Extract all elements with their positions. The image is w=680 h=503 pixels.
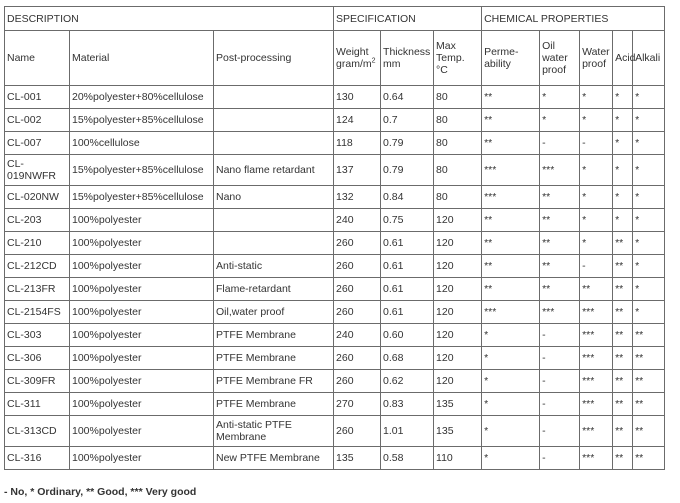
cell-acid: ** [613,255,633,278]
cell-permeability: *** [482,301,540,324]
col-header-post-processing: Post-processing [214,31,334,86]
cell-oil-water-proof: - [540,347,580,370]
cell-permeability: * [482,324,540,347]
cell-alkali: ** [633,416,665,447]
cell-acid: ** [613,301,633,324]
cell-post-processing: PTFE Membrane FR [214,370,334,393]
cell-thickness: 0.61 [381,301,434,324]
cell-oil-water-proof: - [540,393,580,416]
cell-water-proof: *** [580,393,613,416]
cell-post-processing [214,232,334,255]
cell-oil-water-proof: - [540,416,580,447]
cell-name: CL-002 [5,109,70,132]
cell-material: 100%polyester [70,209,214,232]
group-header-specification: SPECIFICATION [334,7,482,31]
cell-alkali: * [633,209,665,232]
cell-name: CL-303 [5,324,70,347]
table-row [5,347,665,370]
cell-weight: 260 [334,370,381,393]
cell-alkali: * [633,232,665,255]
cell-permeability: *** [482,186,540,209]
cell-oil-water-proof: ** [540,255,580,278]
cell-max-temp: 80 [434,132,482,155]
table-row [5,255,665,278]
cell-alkali: * [633,109,665,132]
cell-permeability: ** [482,132,540,155]
cell-acid: ** [613,370,633,393]
cell-water-proof: * [580,232,613,255]
cell-alkali: ** [633,393,665,416]
cell-max-temp: 80 [434,86,482,109]
cell-material: 100%polyester [70,324,214,347]
cell-acid: * [613,86,633,109]
cell-name: CL-203 [5,209,70,232]
spec-table-wrapper [4,6,664,470]
cell-name: CL-316 [5,447,70,470]
table-row [5,132,665,155]
cell-max-temp: 135 [434,393,482,416]
cell-post-processing: Oil,water proof [214,301,334,324]
cell-acid: ** [613,232,633,255]
cell-acid: ** [613,416,633,447]
cell-name: CL-313CD [5,416,70,447]
cell-max-temp: 120 [434,301,482,324]
cell-post-processing: PTFE Membrane [214,347,334,370]
table-row [5,209,665,232]
cell-thickness: 0.61 [381,255,434,278]
cell-water-proof: *** [580,447,613,470]
cell-post-processing [214,209,334,232]
product-spec-table [4,6,665,470]
cell-material: 100%polyester [70,347,214,370]
col-header-water-proof: Water proof [580,31,613,86]
cell-name: CL-019NWFR [5,155,70,186]
cell-permeability: ** [482,232,540,255]
cell-alkali: * [633,132,665,155]
cell-thickness: 0.79 [381,155,434,186]
cell-permeability: ** [482,278,540,301]
cell-thickness: 0.58 [381,447,434,470]
cell-oil-water-proof: *** [540,301,580,324]
cell-weight: 132 [334,186,381,209]
table-row [5,393,665,416]
cell-permeability: * [482,393,540,416]
cell-oil-water-proof: - [540,132,580,155]
cell-alkali: ** [633,370,665,393]
col-header-thickness: Thickness mm [381,31,434,86]
cell-max-temp: 120 [434,278,482,301]
cell-oil-water-proof: - [540,324,580,347]
cell-weight: 260 [334,255,381,278]
cell-water-proof: - [580,132,613,155]
cell-name: CL-001 [5,86,70,109]
cell-thickness: 0.62 [381,370,434,393]
col-header-weight-label: Weight gram/m [336,46,372,70]
cell-max-temp: 120 [434,255,482,278]
cell-water-proof: * [580,209,613,232]
cell-name: CL-306 [5,347,70,370]
cell-thickness: 0.7 [381,109,434,132]
cell-permeability: * [482,447,540,470]
col-header-permeability: Perme- ability [482,31,540,86]
cell-acid: ** [613,278,633,301]
cell-alkali: ** [633,447,665,470]
cell-oil-water-proof: - [540,370,580,393]
cell-post-processing: PTFE Membrane [214,324,334,347]
cell-water-proof: * [580,86,613,109]
cell-thickness: 0.84 [381,186,434,209]
cell-weight: 135 [334,447,381,470]
cell-alkali: * [633,86,665,109]
cell-permeability: ** [482,86,540,109]
table-row [5,155,665,186]
cell-alkali: * [633,186,665,209]
column-header-row [5,31,665,86]
cell-water-proof: * [580,186,613,209]
col-header-alkali: Alkali [633,31,665,86]
cell-name: CL-213FR [5,278,70,301]
cell-material: 100%polyester [70,447,214,470]
cell-max-temp: 110 [434,447,482,470]
cell-material: 100%polyester [70,370,214,393]
cell-acid: * [613,132,633,155]
cell-weight: 270 [334,393,381,416]
cell-thickness: 0.64 [381,86,434,109]
cell-name: CL-2154FS [5,301,70,324]
cell-post-processing [214,86,334,109]
cell-permeability: * [482,347,540,370]
table-row [5,186,665,209]
rating-legend: - No, * Ordinary, ** Good, *** Very good [4,486,197,498]
cell-permeability: ** [482,109,540,132]
cell-oil-water-proof: * [540,109,580,132]
group-header-chemical: CHEMICAL PROPERTIES [482,7,665,31]
cell-acid: * [613,109,633,132]
cell-weight: 240 [334,209,381,232]
cell-material: 100%polyester [70,255,214,278]
cell-water-proof: * [580,155,613,186]
cell-weight: 118 [334,132,381,155]
cell-material: 100%polyester [70,278,214,301]
cell-weight: 124 [334,109,381,132]
cell-max-temp: 80 [434,155,482,186]
cell-material: 15%polyester+85%cellulose [70,109,214,132]
cell-max-temp: 120 [434,370,482,393]
cell-acid: ** [613,324,633,347]
cell-post-processing [214,132,334,155]
cell-oil-water-proof: ** [540,278,580,301]
cell-oil-water-proof: ** [540,232,580,255]
cell-weight: 260 [334,232,381,255]
cell-weight: 240 [334,324,381,347]
cell-permeability: ** [482,209,540,232]
cell-thickness: 1.01 [381,416,434,447]
cell-post-processing: Nano [214,186,334,209]
cell-max-temp: 120 [434,324,482,347]
cell-oil-water-proof: ** [540,209,580,232]
cell-weight: 260 [334,301,381,324]
cell-post-processing: Anti-static [214,255,334,278]
cell-name: CL-311 [5,393,70,416]
group-header-row [5,7,665,31]
cell-weight: 260 [334,347,381,370]
cell-water-proof: ** [580,278,613,301]
cell-thickness: 0.61 [381,232,434,255]
cell-post-processing: Nano flame retardant [214,155,334,186]
cell-weight: 130 [334,86,381,109]
cell-alkali: * [633,255,665,278]
cell-thickness: 0.68 [381,347,434,370]
cell-thickness: 0.75 [381,209,434,232]
cell-material: 100%polyester [70,416,214,447]
cell-max-temp: 120 [434,209,482,232]
table-row [5,301,665,324]
cell-material: 100%cellulose [70,132,214,155]
cell-thickness: 0.79 [381,132,434,155]
cell-water-proof: *** [580,301,613,324]
cell-thickness: 0.61 [381,278,434,301]
cell-name: CL-020NW [5,186,70,209]
cell-post-processing: Anti-static PTFE Membrane [214,416,334,447]
cell-post-processing: Flame-retardant [214,278,334,301]
cell-water-proof: *** [580,370,613,393]
cell-oil-water-proof: * [540,86,580,109]
col-header-weight [334,31,381,86]
cell-thickness: 0.60 [381,324,434,347]
cell-oil-water-proof: - [540,447,580,470]
cell-permeability: ** [482,255,540,278]
cell-water-proof: *** [580,324,613,347]
cell-weight: 137 [334,155,381,186]
table-row [5,109,665,132]
cell-max-temp: 120 [434,347,482,370]
cell-weight: 260 [334,416,381,447]
cell-oil-water-proof: ** [540,186,580,209]
cell-material: 20%polyester+80%cellulose [70,86,214,109]
cell-material: 15%polyester+85%cellulose [70,155,214,186]
cell-acid: * [613,209,633,232]
cell-thickness: 0.83 [381,393,434,416]
table-row [5,86,665,109]
col-header-acid: Acid [613,31,633,86]
cell-water-proof: * [580,109,613,132]
cell-max-temp: 120 [434,232,482,255]
cell-permeability: *** [482,155,540,186]
table-row [5,370,665,393]
cell-permeability: * [482,370,540,393]
cell-material: 100%polyester [70,232,214,255]
cell-name: CL-309FR [5,370,70,393]
cell-material: 100%polyester [70,301,214,324]
cell-max-temp: 80 [434,186,482,209]
cell-water-proof: *** [580,347,613,370]
table-row [5,447,665,470]
cell-permeability: * [482,416,540,447]
cell-alkali: ** [633,324,665,347]
cell-weight: 260 [334,278,381,301]
cell-alkali: ** [633,347,665,370]
table-row [5,232,665,255]
cell-name: CL-210 [5,232,70,255]
cell-acid: ** [613,447,633,470]
group-header-description: DESCRIPTION [5,7,334,31]
table-row [5,416,665,447]
cell-acid: * [613,155,633,186]
cell-name: CL-212CD [5,255,70,278]
cell-material: 100%polyester [70,393,214,416]
cell-post-processing: New PTFE Membrane [214,447,334,470]
cell-post-processing [214,109,334,132]
table-row [5,324,665,347]
cell-material: 15%polyester+85%cellulose [70,186,214,209]
cell-acid: ** [613,347,633,370]
col-header-oil-water-proof: Oil water proof [540,31,580,86]
cell-alkali: * [633,278,665,301]
cell-oil-water-proof: *** [540,155,580,186]
cell-max-temp: 80 [434,109,482,132]
col-header-weight-sup: 2 [371,57,376,65]
cell-water-proof: *** [580,416,613,447]
cell-acid: * [613,186,633,209]
cell-name: CL-007 [5,132,70,155]
cell-max-temp: 135 [434,416,482,447]
cell-post-processing: PTFE Membrane [214,393,334,416]
cell-alkali: * [633,301,665,324]
table-row [5,278,665,301]
cell-alkali: * [633,155,665,186]
col-header-max-temp: Max Temp. °C [434,31,482,86]
cell-acid: ** [613,393,633,416]
col-header-name: Name [5,31,70,86]
cell-water-proof: - [580,255,613,278]
col-header-material: Material [70,31,214,86]
